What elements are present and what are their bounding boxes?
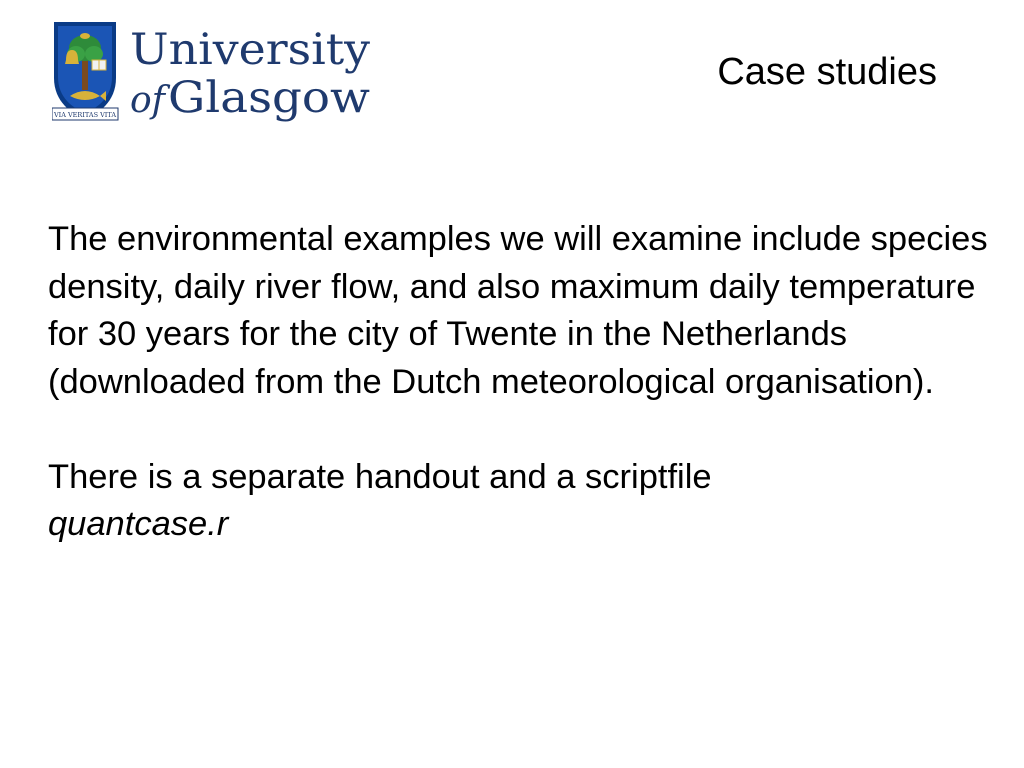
body-paragraph-case-studies: The environmental examples we will examine include species density, daily river flow, and also maximum daily temperature for 30 years for the city of Twente in the Netherlands (downloaded from the Dutch meteorological organisation). — [48, 220, 988, 401]
crest-icon — [52, 22, 118, 120]
logo-motto: VIA VERITAS VITA — [53, 111, 117, 119]
logo-wordmark-of: of — [130, 80, 165, 121]
university-of-glasgow-logo — [52, 20, 372, 122]
handout-text: There is a separate handout and a scriptfile — [48, 457, 712, 496]
script-filename: quantcase.r — [48, 505, 229, 543]
slide-body — [48, 216, 988, 549]
logo-wordmark-glasgow: Glasgow — [168, 73, 371, 122]
logo-wordmark-university: University — [130, 25, 371, 75]
body-paragraph-handout — [48, 454, 988, 549]
university-logo — [52, 20, 372, 122]
slide-title: Case studies — [717, 51, 937, 93]
